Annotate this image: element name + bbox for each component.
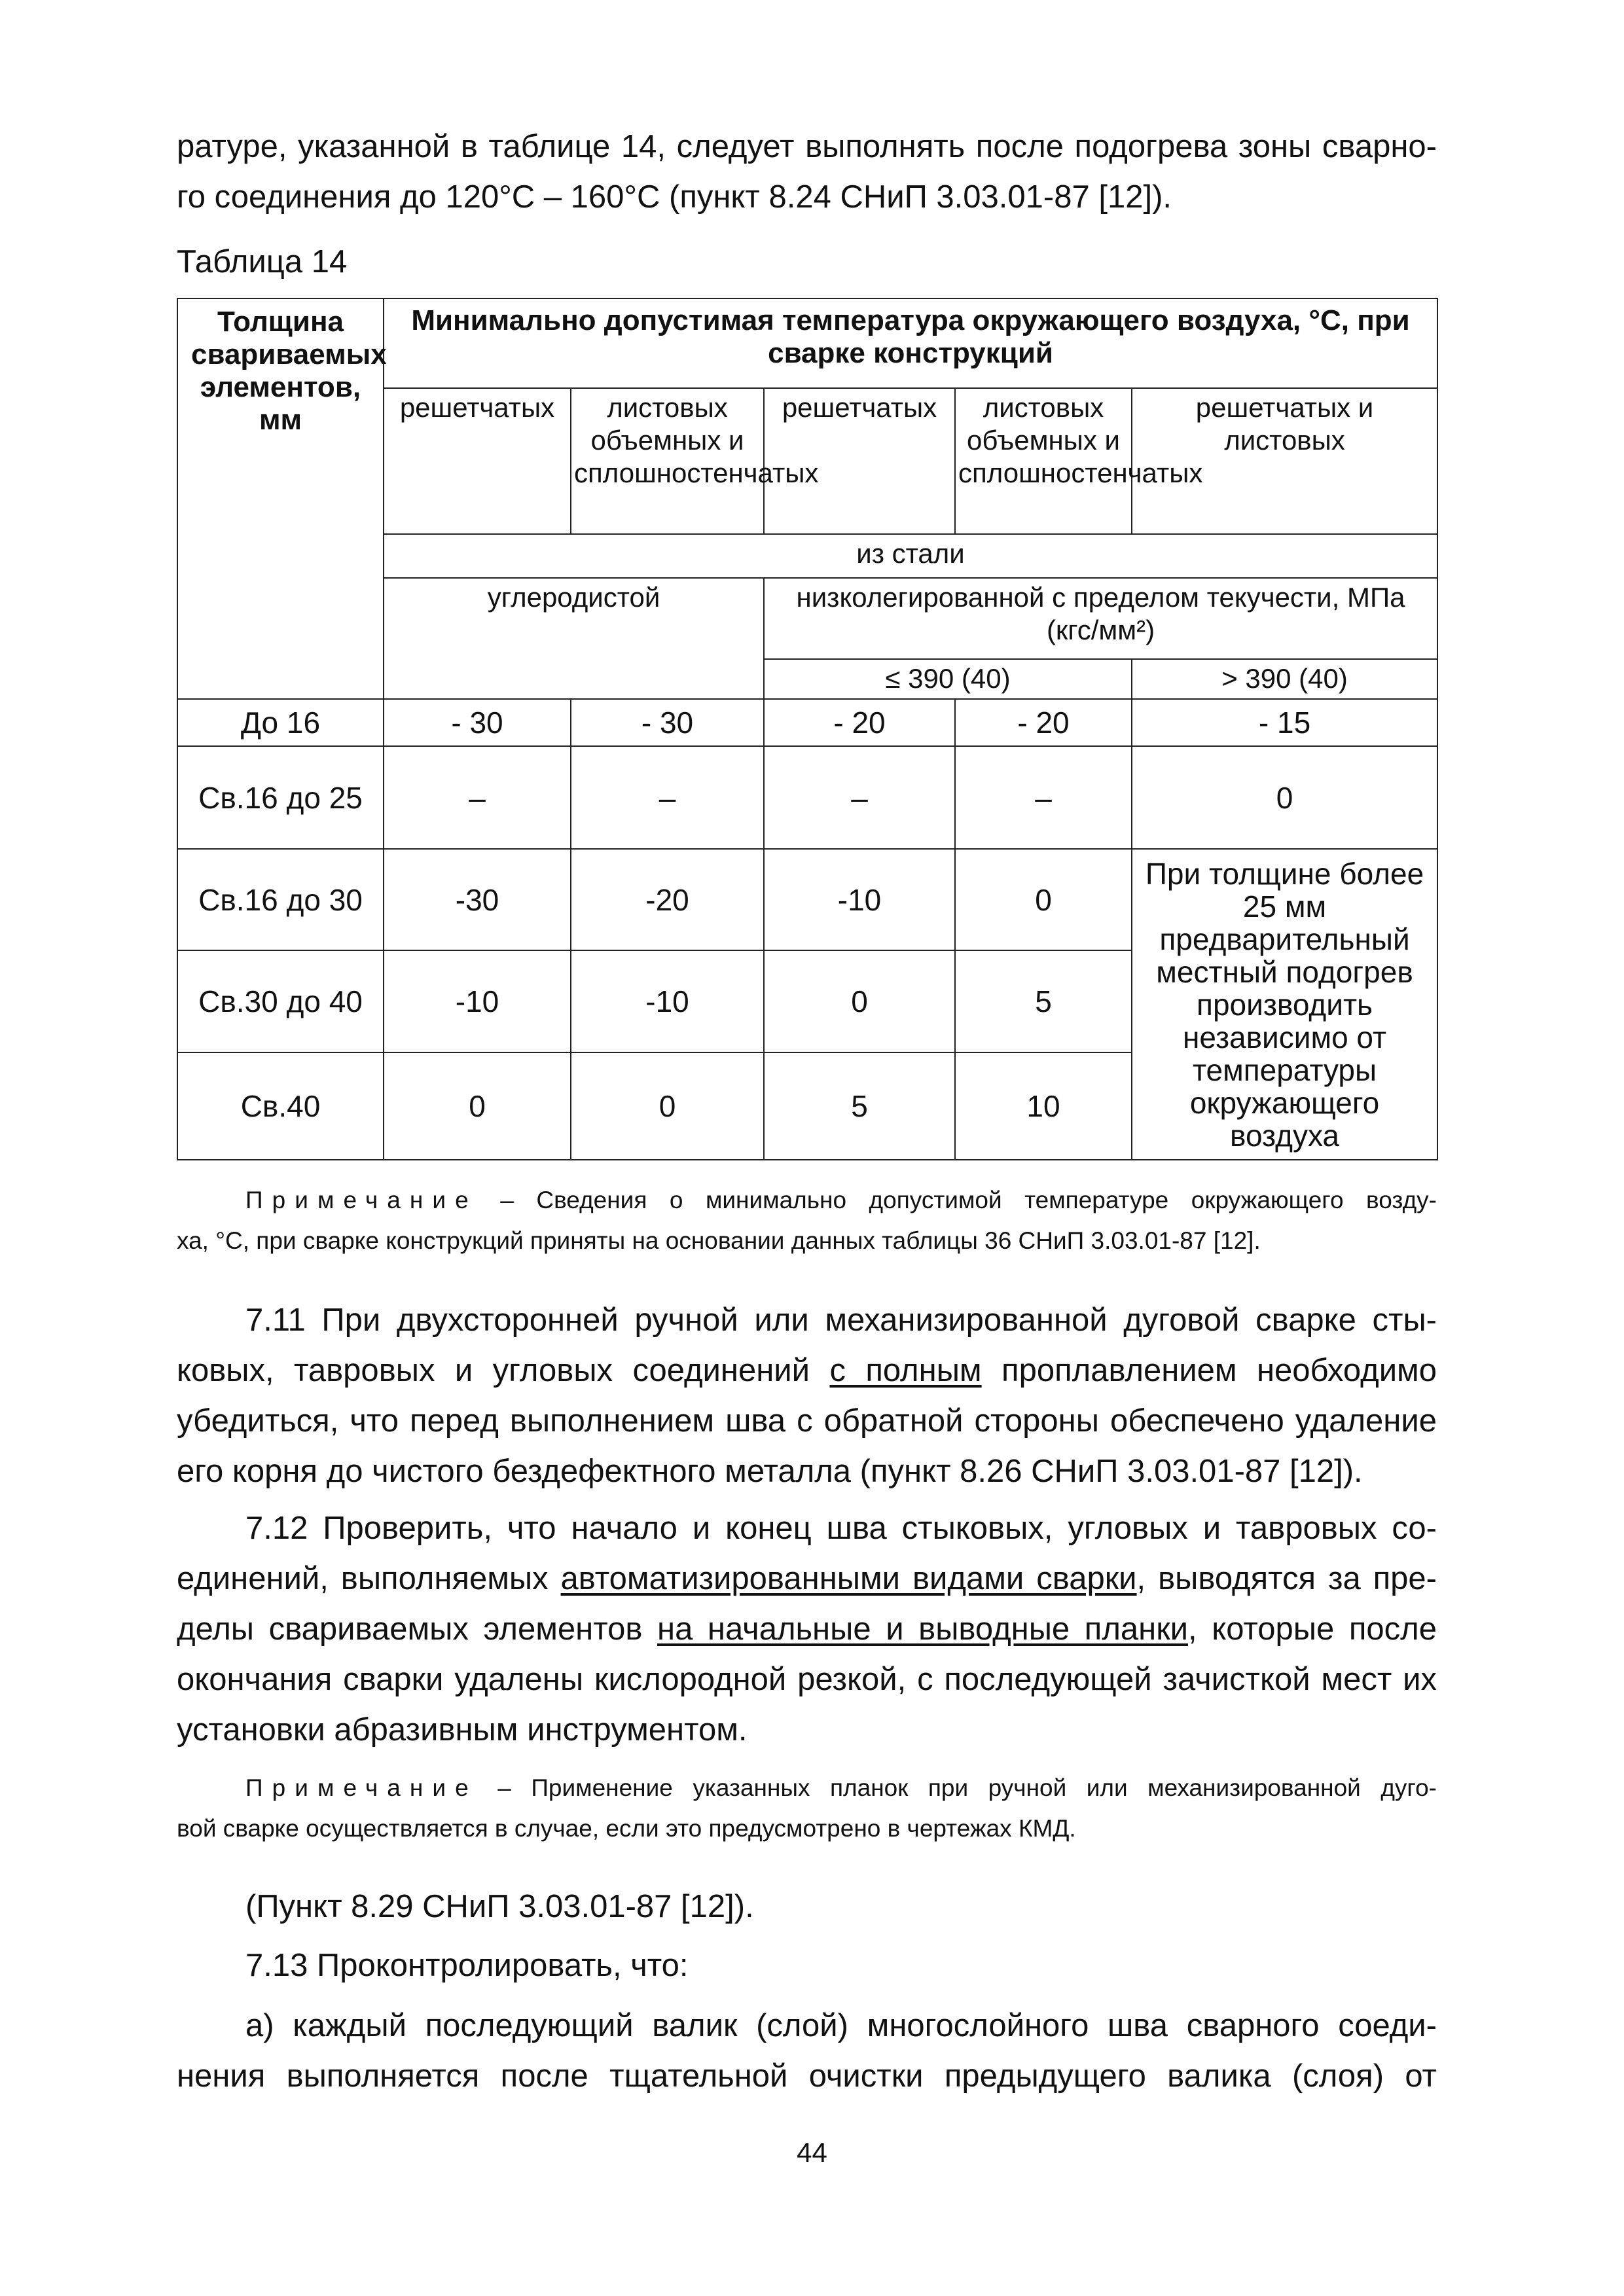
construction-type: листовых объемных и сплошностенчатых <box>571 388 764 534</box>
value-cell: 0 <box>571 1052 764 1160</box>
text-segment: 7.13 Проконтролировать, что: <box>245 1948 689 1983</box>
text-segment: 7.12 Проверить, что начало и конец шва стыковых, угловых и тавровых со- <box>245 1511 1437 1546</box>
text-segment: го соединения до 120°С – 160°С (пункт 8.24 СНиП 3.03.01-87 [12]). <box>177 179 1172 215</box>
text-line <box>177 2051 1437 2102</box>
value-cell: - 30 <box>571 699 764 746</box>
text-line <box>177 1295 1437 1346</box>
paragraph-reference <box>177 1882 1437 1932</box>
value-cell: – <box>571 746 764 849</box>
preheat-note-cell: При толщине более 25 мм предварительный местный подогрев производить независимо от температуры окружающего воздуха <box>1132 849 1437 1160</box>
value-cell: - 20 <box>764 699 955 746</box>
text-line <box>177 2001 1437 2051</box>
carbon-steel-header: углеродистой <box>384 578 764 699</box>
text-segment: установки абразивным инструментом. <box>177 1712 748 1748</box>
value-cell: 0 <box>384 1052 571 1160</box>
construction-type: решетчатых <box>764 388 955 534</box>
table-row <box>177 699 1437 746</box>
value-cell: 10 <box>955 1052 1132 1160</box>
value-cell: -10 <box>764 849 955 950</box>
underlined-text: на начальные и выводные планки <box>657 1611 1189 1647</box>
text-line <box>177 172 1437 223</box>
text-segment: единений, выполняемых <box>177 1561 561 1596</box>
text-segment: окончания сварки удалены кислородной резкой, с последующей зачисткой мест их <box>177 1662 1437 1697</box>
underlined-text: с полным <box>829 1353 982 1388</box>
text-line <box>177 1941 1437 1991</box>
value-cell: 5 <box>955 950 1132 1052</box>
text-segment: , которые после <box>1188 1611 1437 1647</box>
text-line <box>177 1655 1437 1705</box>
paragraph-7-13 <box>177 1941 1437 1991</box>
note-label: Примечание <box>245 1187 478 1213</box>
construction-type: решетчатых <box>384 388 571 534</box>
text-segment: ха, °С, при сварке конструкций приняты на основании данных таблицы 36 СНиП 3.03.01-87 [12]. <box>177 1227 1261 1254</box>
text-line <box>177 1554 1437 1604</box>
thickness-cell: Св.30 до 40 <box>177 950 384 1052</box>
table-row <box>177 746 1437 849</box>
text-segment: – Сведения о минимально допустимой температуре окружающего возду- <box>477 1187 1437 1213</box>
text-segment: убедиться, что перед выполнением шва с обратной стороны обеспечено удаление <box>177 1403 1437 1439</box>
text-line <box>177 1221 1437 1261</box>
value-cell: 0 <box>1132 746 1437 849</box>
thickness-cell: Св.40 <box>177 1052 384 1160</box>
construction-type: решетчатых и листовых <box>1132 388 1437 534</box>
text-segment: а) каждый последующий валик (слой) многослойного шва сварного соеди- <box>245 2008 1437 2043</box>
value-cell: - 30 <box>384 699 571 746</box>
note-table-source <box>177 1180 1437 1261</box>
value-cell: -10 <box>384 950 571 1052</box>
value-cell: - 15 <box>1132 699 1437 746</box>
value-cell: -30 <box>384 849 571 950</box>
note-label: Примечание <box>245 1774 478 1801</box>
value-cell: – <box>384 746 571 849</box>
paragraph-7-11 <box>177 1295 1437 1497</box>
text-line <box>177 1396 1437 1446</box>
note-planks <box>177 1768 1437 1849</box>
text-segment: его корня до чистого бездефектного металла (пункт 8.26 СНиП 3.03.01-87 [12]). <box>177 1454 1363 1489</box>
value-cell: – <box>955 746 1132 849</box>
text-line <box>177 1705 1437 1755</box>
thickness-cell: Св.16 до 30 <box>177 849 384 950</box>
steel-header: из стали <box>384 534 1437 578</box>
construction-type: листовых объемных и сплошностенчатых <box>955 388 1132 534</box>
text-line <box>177 1346 1437 1396</box>
text-line <box>177 1180 1437 1221</box>
text-line <box>177 1446 1437 1497</box>
text-segment: нения выполняется после тщательной очистки предыдущего валика (слоя) от <box>177 2058 1437 2094</box>
text-segment: (Пункт 8.29 СНиП 3.03.01-87 [12]). <box>245 1889 754 1924</box>
yield-high-header: > 390 (40) <box>1132 659 1437 699</box>
yield-low-header: ≤ 390 (40) <box>764 659 1132 699</box>
text-line <box>177 1768 1437 1808</box>
text-line <box>177 122 1437 172</box>
text-segment: – Применение указанных планок при ручной или механизированной дуго- <box>477 1774 1437 1801</box>
text-line <box>177 1604 1437 1655</box>
text-segment: делы свариваемых элементов <box>177 1611 658 1647</box>
table-row <box>177 849 1437 950</box>
thickness-cell: До 16 <box>177 699 384 746</box>
text-line <box>177 1808 1437 1849</box>
text-segment: , выводятся за пре- <box>1136 1561 1437 1596</box>
text-segment: ратуре, указанной в таблице 14, следует выполнять после подогрева зоны сварно- <box>177 129 1437 164</box>
text-segment: 7.11 При двухсторонней ручной или механизированной дуговой сварке сты- <box>245 1302 1437 1338</box>
paragraph-7-12 <box>177 1503 1437 1755</box>
value-cell: 0 <box>955 849 1132 950</box>
low-alloy-steel-header: низколегированной с пределом текучести, МПа (кгс/мм²) <box>764 578 1437 659</box>
value-cell: – <box>764 746 955 849</box>
table-14 <box>177 298 1438 1160</box>
value-cell: 0 <box>764 950 955 1052</box>
thickness-header: Толщина свариваемых элементов, мм <box>177 298 384 699</box>
table-caption: Таблица 14 <box>177 244 348 279</box>
page-number: 44 <box>797 2137 827 2168</box>
main-header: Минимально допустимая температура окружающего воздуха, °С, при сварке конструкций <box>384 298 1437 388</box>
list-item-a <box>177 2001 1437 2102</box>
value-cell: -20 <box>571 849 764 950</box>
text-line <box>177 1503 1437 1554</box>
thickness-cell: Св.16 до 25 <box>177 746 384 849</box>
value-cell: 5 <box>764 1052 955 1160</box>
paragraph-intro <box>177 122 1437 223</box>
text-segment: вой сварке осуществляется в случае, если это предусмотрено в чертежах КМД. <box>177 1815 1076 1842</box>
underlined-text: автоматизированными видами сварки <box>560 1561 1137 1596</box>
text-segment: проплавлением необходимо <box>981 1353 1437 1388</box>
text-line <box>177 1882 1437 1932</box>
value-cell: - 20 <box>955 699 1132 746</box>
text-segment: ковых, тавровых и угловых соединений <box>177 1353 830 1388</box>
value-cell: -10 <box>571 950 764 1052</box>
